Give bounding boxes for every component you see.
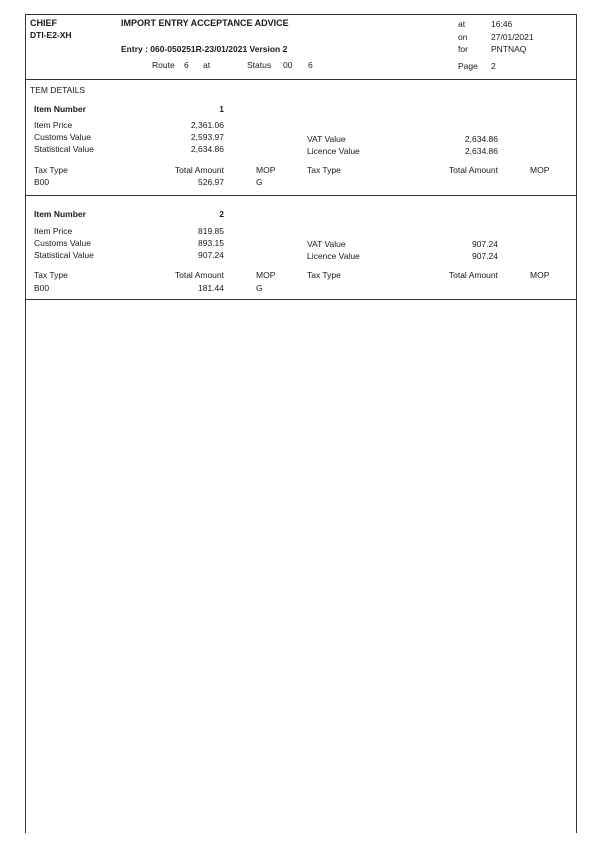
document-title: IMPORT ENTRY ACCEPTANCE ADVICE [121,18,289,28]
total-amount-header-2: Total Amount [448,165,498,175]
customs-value: 893.15 [198,238,224,248]
tax-type-header-2: Tax Type [307,270,341,280]
item-price-label: Item Price [34,120,73,130]
system-code: DTI-E2-XH [30,30,72,40]
licence-value-label: Licence Value [307,251,360,261]
tax-type-header: Tax Type [34,270,68,280]
time-value: 16:46 [491,19,513,29]
tax-type-header: Tax Type [34,165,68,175]
route-value: 6 [184,60,189,70]
mop-value: G [256,283,263,293]
item-divider [25,299,576,300]
licence-value-label: Licence Value [307,146,360,156]
mop-value: G [256,177,263,187]
total-amount-value: 181.44 [198,283,224,293]
status-value: 6 [308,60,313,70]
entry-reference: Entry : 060-050251R-23/01/2021 Version 2 [121,44,288,54]
customs-value-label: Customs Value [34,132,92,142]
for-value: PNTNAQ [491,44,527,54]
tax-type-value: B00 [34,283,50,293]
tax-type-value: B00 [34,177,50,187]
vat-value-label: VAT Value [307,239,346,249]
licence-value: 2,634.86 [464,146,498,156]
total-amount-header: Total Amount [174,165,224,175]
tax-type-header-2: Tax Type [307,165,341,175]
date-value: 27/01/2021 [491,32,534,42]
statistical-value-label: Statistical Value [34,250,94,260]
statistical-value: 907.24 [198,250,224,260]
item-price-label: Item Price [34,226,73,236]
route-at: at [203,60,211,70]
route-label: Route [152,60,175,70]
system-name: CHIEF [30,18,57,28]
total-amount-header: Total Amount [174,270,224,280]
customs-value-label: Customs Value [34,238,92,248]
statistical-value-label: Statistical Value [34,144,94,154]
date-label: on [458,32,468,42]
header-divider [25,79,576,80]
for-label: for [458,44,468,54]
page-number: 2 [491,61,496,71]
mop-header: MOP [256,270,276,280]
item-price-value: 819.85 [198,226,224,236]
vat-value-label: VAT Value [307,134,346,144]
total-amount-header-2: Total Amount [448,270,498,280]
mop-header: MOP [256,165,276,175]
item-price-value: 2,361.06 [190,120,224,130]
section-title: TEM DETAILS [30,85,86,95]
status-code: 00 [283,60,293,70]
vat-value: 907.24 [472,239,498,249]
item-divider [25,195,576,196]
item-number-label: Item Number [34,104,86,114]
mop-header-2: MOP [530,165,550,175]
customs-value: 2,593.97 [190,132,224,142]
licence-value: 907.24 [472,251,498,261]
item-number-value: 2 [219,209,224,219]
status-label: Status [247,60,272,70]
time-label: at [458,19,466,29]
page-label: Page [458,61,478,71]
item-number-label: Item Number [34,209,86,219]
total-amount-value: 526.97 [198,177,224,187]
item-number-value: 1 [219,104,224,114]
mop-header-2: MOP [530,270,550,280]
statistical-value: 2,634.86 [190,144,224,154]
vat-value: 2,634.86 [464,134,498,144]
